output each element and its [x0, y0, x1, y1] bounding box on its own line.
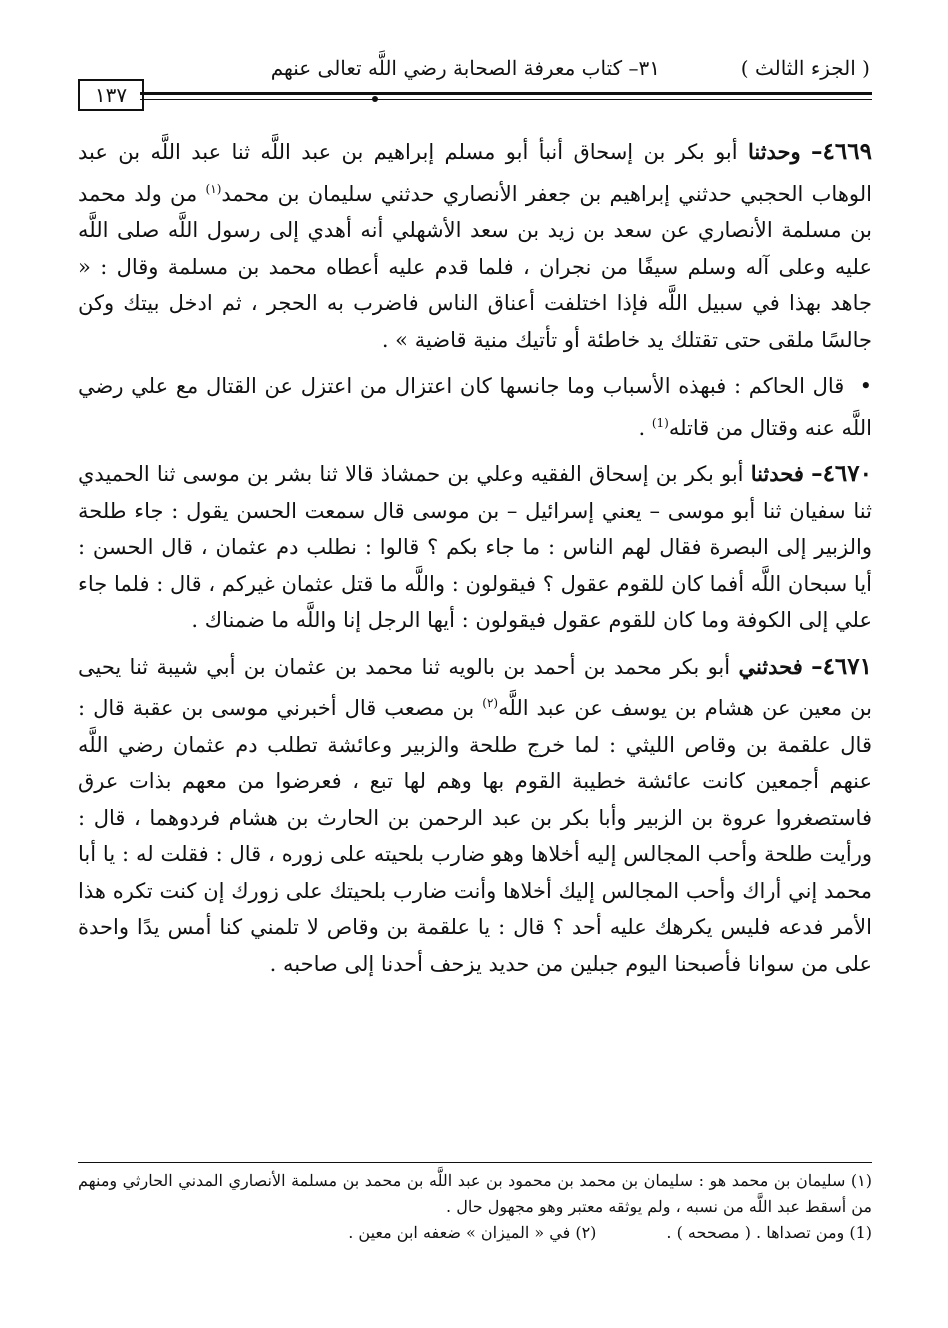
- hakim-comment: [78, 368, 872, 446]
- footnotes: [78, 1168, 872, 1246]
- header-rule-thin: [140, 99, 872, 100]
- book-title: ٣١– كتاب معرفة الصحابة رضي اللَّه تعالى عنهم: [270, 56, 660, 80]
- hadith-heading: فحدثنا: [750, 461, 804, 486]
- hadith-4669: [78, 134, 872, 358]
- hadith-4671: [78, 649, 872, 983]
- footnote-a: (1) ومن تصداها . ( مصححه ) .: [666, 1223, 872, 1242]
- footnote-marker: (1): [651, 415, 669, 430]
- hadith-heading: وحدثنا: [747, 139, 801, 164]
- hadith-text-continued: بن مصعب قال أخبرني موسى بن عقبة قال : قال علقمة بن وقاص الليثي : لما خرج طلحة والزبير وعائشة تطلب دم عثمان رضي اللَّه عنهم أجمعين كانت عائشة خطيبة القوم بها وهم لها تبع ، فعرضوا من معهم بذات عرق فاستصغروا عروة بن الزبير وأبا بكر بن عبد الرحمن بن الحارث بن هشام فردوهما ، قال : ورأيت طلحة وأحب المجالس إليه أخلاها وهو ضارب بلحيته على زوره ، قال : فقلت له : يا أبا محمد إني أراك وأحب المجالس إليك أخلاها وأنت ضارب بلحيتك على زورك إن كنت تكره هذا الأمر فدعه فليس يكرهك عليه أحد ؟ قال : يا علقمة بن وقاص لا تلمني كنا أمس يدًا واحدة على من سوانا فأصبحنا اليوم جبلين من حديد يزحف أحدنا إلى صاحبه .: [78, 696, 872, 976]
- hadith-text: أبو بكر بن إسحاق الفقيه وعلي بن حمشاذ قالا ثنا بشر بن موسى ثنا الحميدي ثنا سفيان ثنا أبو موسى – يعني إسرائيل – بن موسى قال سمعت الحسن يقول : جاء طلحة والزبير إلى البصرة فقال لهم الناس : ما جاء بكم ؟ قالوا : نطلب دم عثمان ، قال الحسن : أيا سبحان اللَّه أفما كان للقوم عقول ؟ فيقولون : واللَّه ما قتل عثمان غيركم ، قال : فلما جاء علي إلى الكوفة وما كان للقوم عقول فيقولون : أيها الرجل إنا واللَّه ما ضمناك .: [78, 462, 872, 632]
- footnote-marker: (٢): [482, 696, 499, 710]
- page-number: ١٣٧: [78, 79, 144, 111]
- footnote-marker: (١): [205, 181, 222, 196]
- comment-end: .: [638, 415, 646, 440]
- page-header: [80, 52, 870, 92]
- footnote-separator: [78, 1162, 872, 1163]
- header-rule-thick: [140, 92, 872, 95]
- hadith-heading: فحدثني: [738, 653, 803, 679]
- volume-label: ( الجزء الثالث ): [740, 56, 870, 80]
- footnote-1: (١) سليمان بن محمد هو : سليمان بن محمد بن محمود بن عبد اللَّه بن محمد بن مسلمة الأنصاري المدني الحارثي ومنهم من أسقط عبد اللَّه من نسبه ، ولم يوثقه معتبر وهو مجهول حال .: [78, 1171, 872, 1216]
- hadith-4670: [78, 456, 872, 639]
- hadith-text: أبو بكر محمد بن أحمد بن بالويه ثنا محمد بن عثمان بن أبي شيبة ثنا يحيى بن معين عن هشام بن يوسف عن عبد اللَّه: [78, 654, 872, 720]
- footnote-2: (٢) في « الميزان » ضعفه ابن معين .: [348, 1223, 597, 1242]
- main-text: [78, 134, 872, 992]
- comment-text: قال الحاكم : فبهذه الأسباب وما جانسها كان اعتزال من اعتزل عن القتال مع علي رضي اللَّه عنه وقتال من قاتله: [78, 374, 872, 440]
- hadith-number: ٤٦٦٩–: [811, 138, 872, 165]
- header-rule-ornament: [372, 96, 378, 102]
- hadith-text: أبو بكر بن إسحاق أنبأ أبو مسلم إبراهيم بن عبد اللَّه ثنا عبد اللَّه بن عبد الوهاب الحجبي حدثني إبراهيم بن جعفر الأنصاري حدثني سليمان بن محمد: [78, 140, 872, 206]
- footnote-row: [78, 1220, 872, 1246]
- hadith-number: ٤٦٧١–: [811, 652, 872, 680]
- hadith-number: ٤٦٧٠–: [811, 460, 872, 487]
- bullet-dot: •: [859, 374, 873, 398]
- hadith-text-continued: من ولد محمد بن مسلمة الأنصاري عن سعد بن زيد بن سعد الأشهلي أنه أهدي إلى رسول اللَّه صلى اللَّه عليه وعلى آله وسلم سيفًا من نجران ، فلما قدم عليه أعطاه محمد بن مسلمة وقال : « جاهد بهذا في سبيل اللَّه فإذا اختلفت أعناق الناس فاضرب به الحجر ، ثم ادخل بيتك وكن جالسًا ملقى حتى تقتلك يد خاطئة أو تأتيك منية قاضية » .: [78, 181, 872, 352]
